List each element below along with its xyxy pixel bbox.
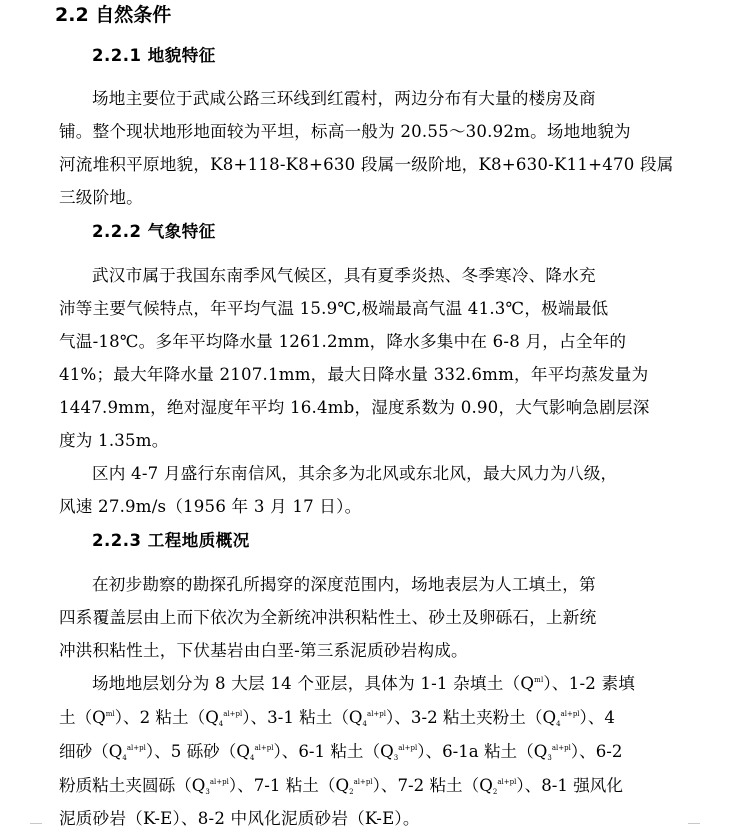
paragraph-line: 在初步勘察的勘探孔所揭穿的深度范围内，场地表层为人工填土，第 (92, 575, 596, 594)
subsection-title-geology: 2.2.3 工程地质概况 (92, 531, 250, 550)
page-corner-mark-left (30, 823, 42, 824)
paragraph-line: 沛等主要气候特点，年平均气温 15.9℃,极端最高气温 41.3℃，极端最低 (59, 299, 609, 318)
paragraph-line: 铺。整个现状地形地面较为平坦，标高一般为 20.55～30.92m。场地地貌为 (59, 122, 631, 141)
strata-line: 细砂$(Q_4^{al+pl})$、5 砾砂$(Q_4^{al+pl})$、6-1 粘土$(Q_3^{al+pl})$、6-1a 粘土$(Q_3^{al+pl})$、6-2 (59, 742, 623, 762)
strata-line: 粉质粘土夹圆砾$(Q_3^{al+pl})$、7-1 粘土$(Q_2^{al+pl})$、7-2 粘土$(Q_2^{al+pl})$、8-1 强风化 (59, 776, 623, 796)
paragraph-line: 场地主要位于武咸公路三环线到红霞村，两边分布有大量的楼房及商 (92, 89, 596, 108)
paragraph-line: 四系覆盖层由上而下依次为全新统冲洪积粘性土、砂土及卵砾石，上新统 (59, 608, 597, 627)
strata-line: 土$(Q^{ml})$、2 粘土$(Q_4^{al+pl})$、3-1 粘土$(Q_4^{al+pl})$、3-2 粘土夹粉土$(Q_4^{al+pl})$、4 (59, 708, 615, 728)
paragraph-line: 1447.9mm，绝对湿度年平均 16.4mb，湿度系数为 0.90，大气影响急剧层深 (59, 398, 650, 417)
paragraph-line: 41%；最大年降水量 2107.1mm，最大日降水量 332.6mm，年平均蒸发量为 (59, 365, 649, 384)
strata-line: 泥质砂岩（K-E）、8-2 中风化泥质砂岩（K-E）。 (59, 809, 420, 828)
paragraph-line: 三级阶地。 (59, 188, 143, 207)
paragraph-line: 度为 1.35m。 (59, 431, 169, 450)
subsection-title-landform: 2.2.1 地貌特征 (92, 46, 216, 65)
section-heading: 2.2 自然条件 (55, 4, 172, 26)
paragraph-line: 风速 27.9m/s（1956 年 3 月 17 日）。 (59, 497, 362, 516)
paragraph-line: 区内 4-7 月盛行东南信风，其余多为北风或东北风，最大风力为八级， (92, 464, 618, 483)
subsection-title-climate: 2.2.2 气象特征 (92, 222, 216, 241)
paragraph-line: 武汉市属于我国东南季风气候区，具有夏季炎热、冬季寒冷、降水充 (92, 266, 596, 285)
page-corner-mark-right (688, 823, 700, 824)
paragraph-line: 冲洪积粘性土，下伏基岩由白垩-第三系泥质砂岩构成。 (59, 641, 468, 660)
paragraph-line: 河流堆积平原地貌，K8+118-K8+630 段属一级阶地，K8+630-K11+470 段属 (59, 155, 674, 174)
strata-line: 场地地层划分为 8 大层 14 个亚层，具体为 1-1 杂填土$(Q^{ml})$、1-2 素填 (92, 674, 636, 693)
paragraph-line: 气温-18℃。多年平均降水量 1261.2mm，降水多集中在 6-8 月，占全年的 (59, 332, 627, 351)
